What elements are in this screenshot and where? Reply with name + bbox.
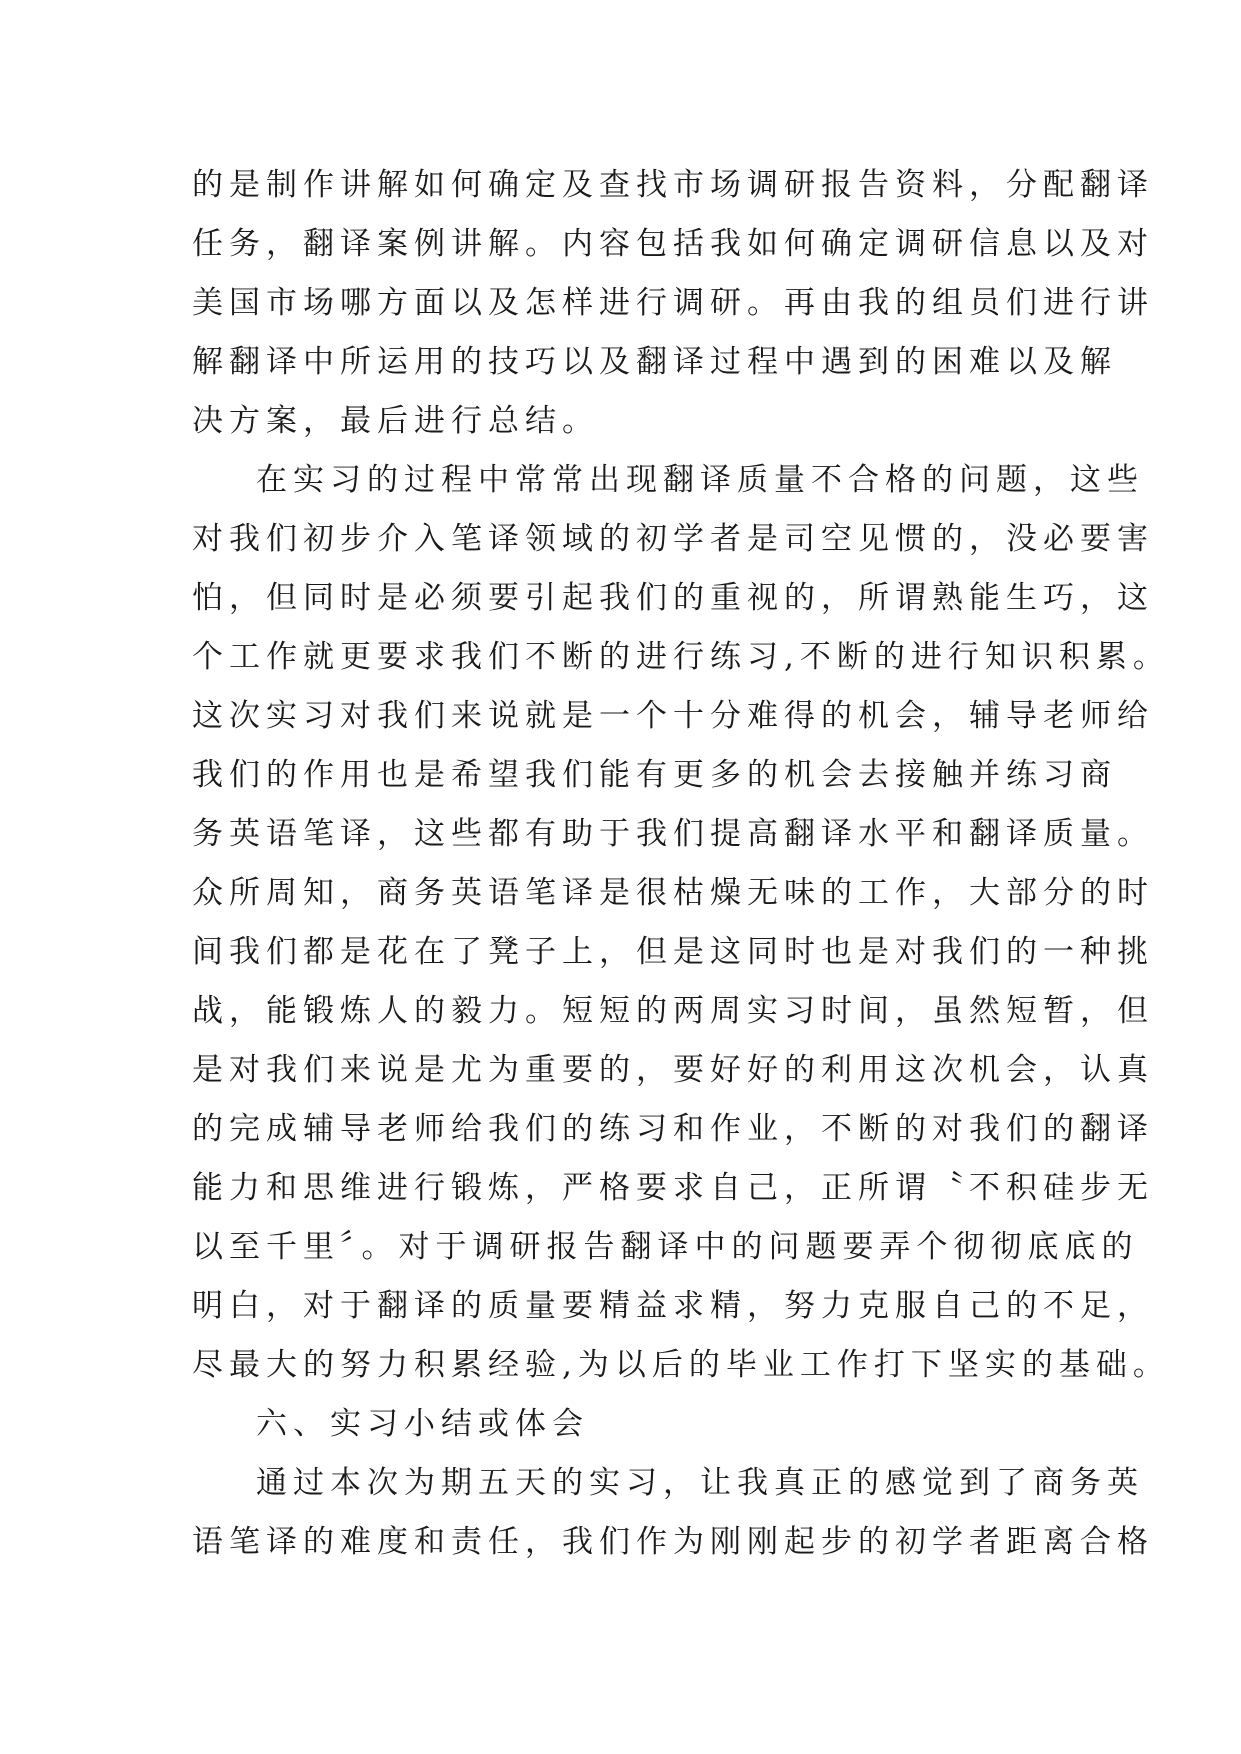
text-line: 美国市场哪方面以及怎样进行调研。再由我的组员们进行讲 [192,285,1154,321]
text-line: 众所周知，商务英语笔译是很枯燥无味的工作，大部分的时 [192,875,1154,911]
text-line: 怕，但同时是必须要引起我们的重视的，所谓熟能生巧，这 [192,580,1154,616]
paragraph-start-line: 通过本次为期五天的实习，让我真正的感觉到了商务英 [256,1465,1144,1501]
text-line: 战，能锻炼人的毅力。短短的两周实习时间，虽然短暂，但 [192,993,1154,1029]
text-line: 的完成辅导老师给我们的练习和作业，不断的对我们的翻译 [192,1111,1154,1147]
text-line: 决方案，最后进行总结。 [192,403,599,439]
text-line: 能力和思维进行锻炼，严格要求自己，正所谓〝不积硅步无 [192,1170,1154,1206]
text-line: 对我们初步介入笔译领域的初学者是司空见惯的，没必要害 [192,521,1154,557]
section-heading: 六、实习小结或体会 [256,1406,589,1442]
text-line: 明白，对于翻译的质量要精益求精，努力克服自己的不足， [192,1288,1154,1324]
body-text [192,156,1170,1572]
text-line: 任务，翻译案例讲解。内容包括我如何确定调研信息以及对 [192,226,1154,262]
text-line: 语笔译的难度和责任，我们作为刚刚起步的初学者距离合格 [192,1524,1154,1560]
text-line: 这次实习对我们来说就是一个十分难得的机会，辅导老师给 [192,698,1154,734]
text-line: 间我们都是花在了凳子上，但是这同时也是对我们的一种挑 [192,934,1154,970]
text-line: 的是制作讲解如何确定及查找市场调研报告资料，分配翻译 [192,167,1154,203]
text-line: 是对我们来说是尤为重要的，要好好的利用这次机会，认真 [192,1052,1154,1088]
text-line: 尽最大的努力积累经验,为以后的毕业工作打下坚实的基础。 [192,1347,1170,1383]
text-line: 解翻译中所运用的技巧以及翻译过程中遇到的困难以及解 [192,344,1117,380]
text-line: 务英语笔译，这些都有助于我们提高翻译水平和翻译质量。 [192,816,1154,852]
text-line: 我们的作用也是希望我们能有更多的机会去接触并练习商 [192,757,1117,793]
paragraph-start-line: 在实习的过程中常常出现翻译质量不合格的问题，这些 [256,462,1144,498]
text-line: 以至千里〞。对于调研报告翻译中的问题要弄个彻彻底底的 [192,1229,1139,1265]
text-line: 个工作就更要求我们不断的进行练习,不断的进行知识积累。 [192,639,1170,675]
